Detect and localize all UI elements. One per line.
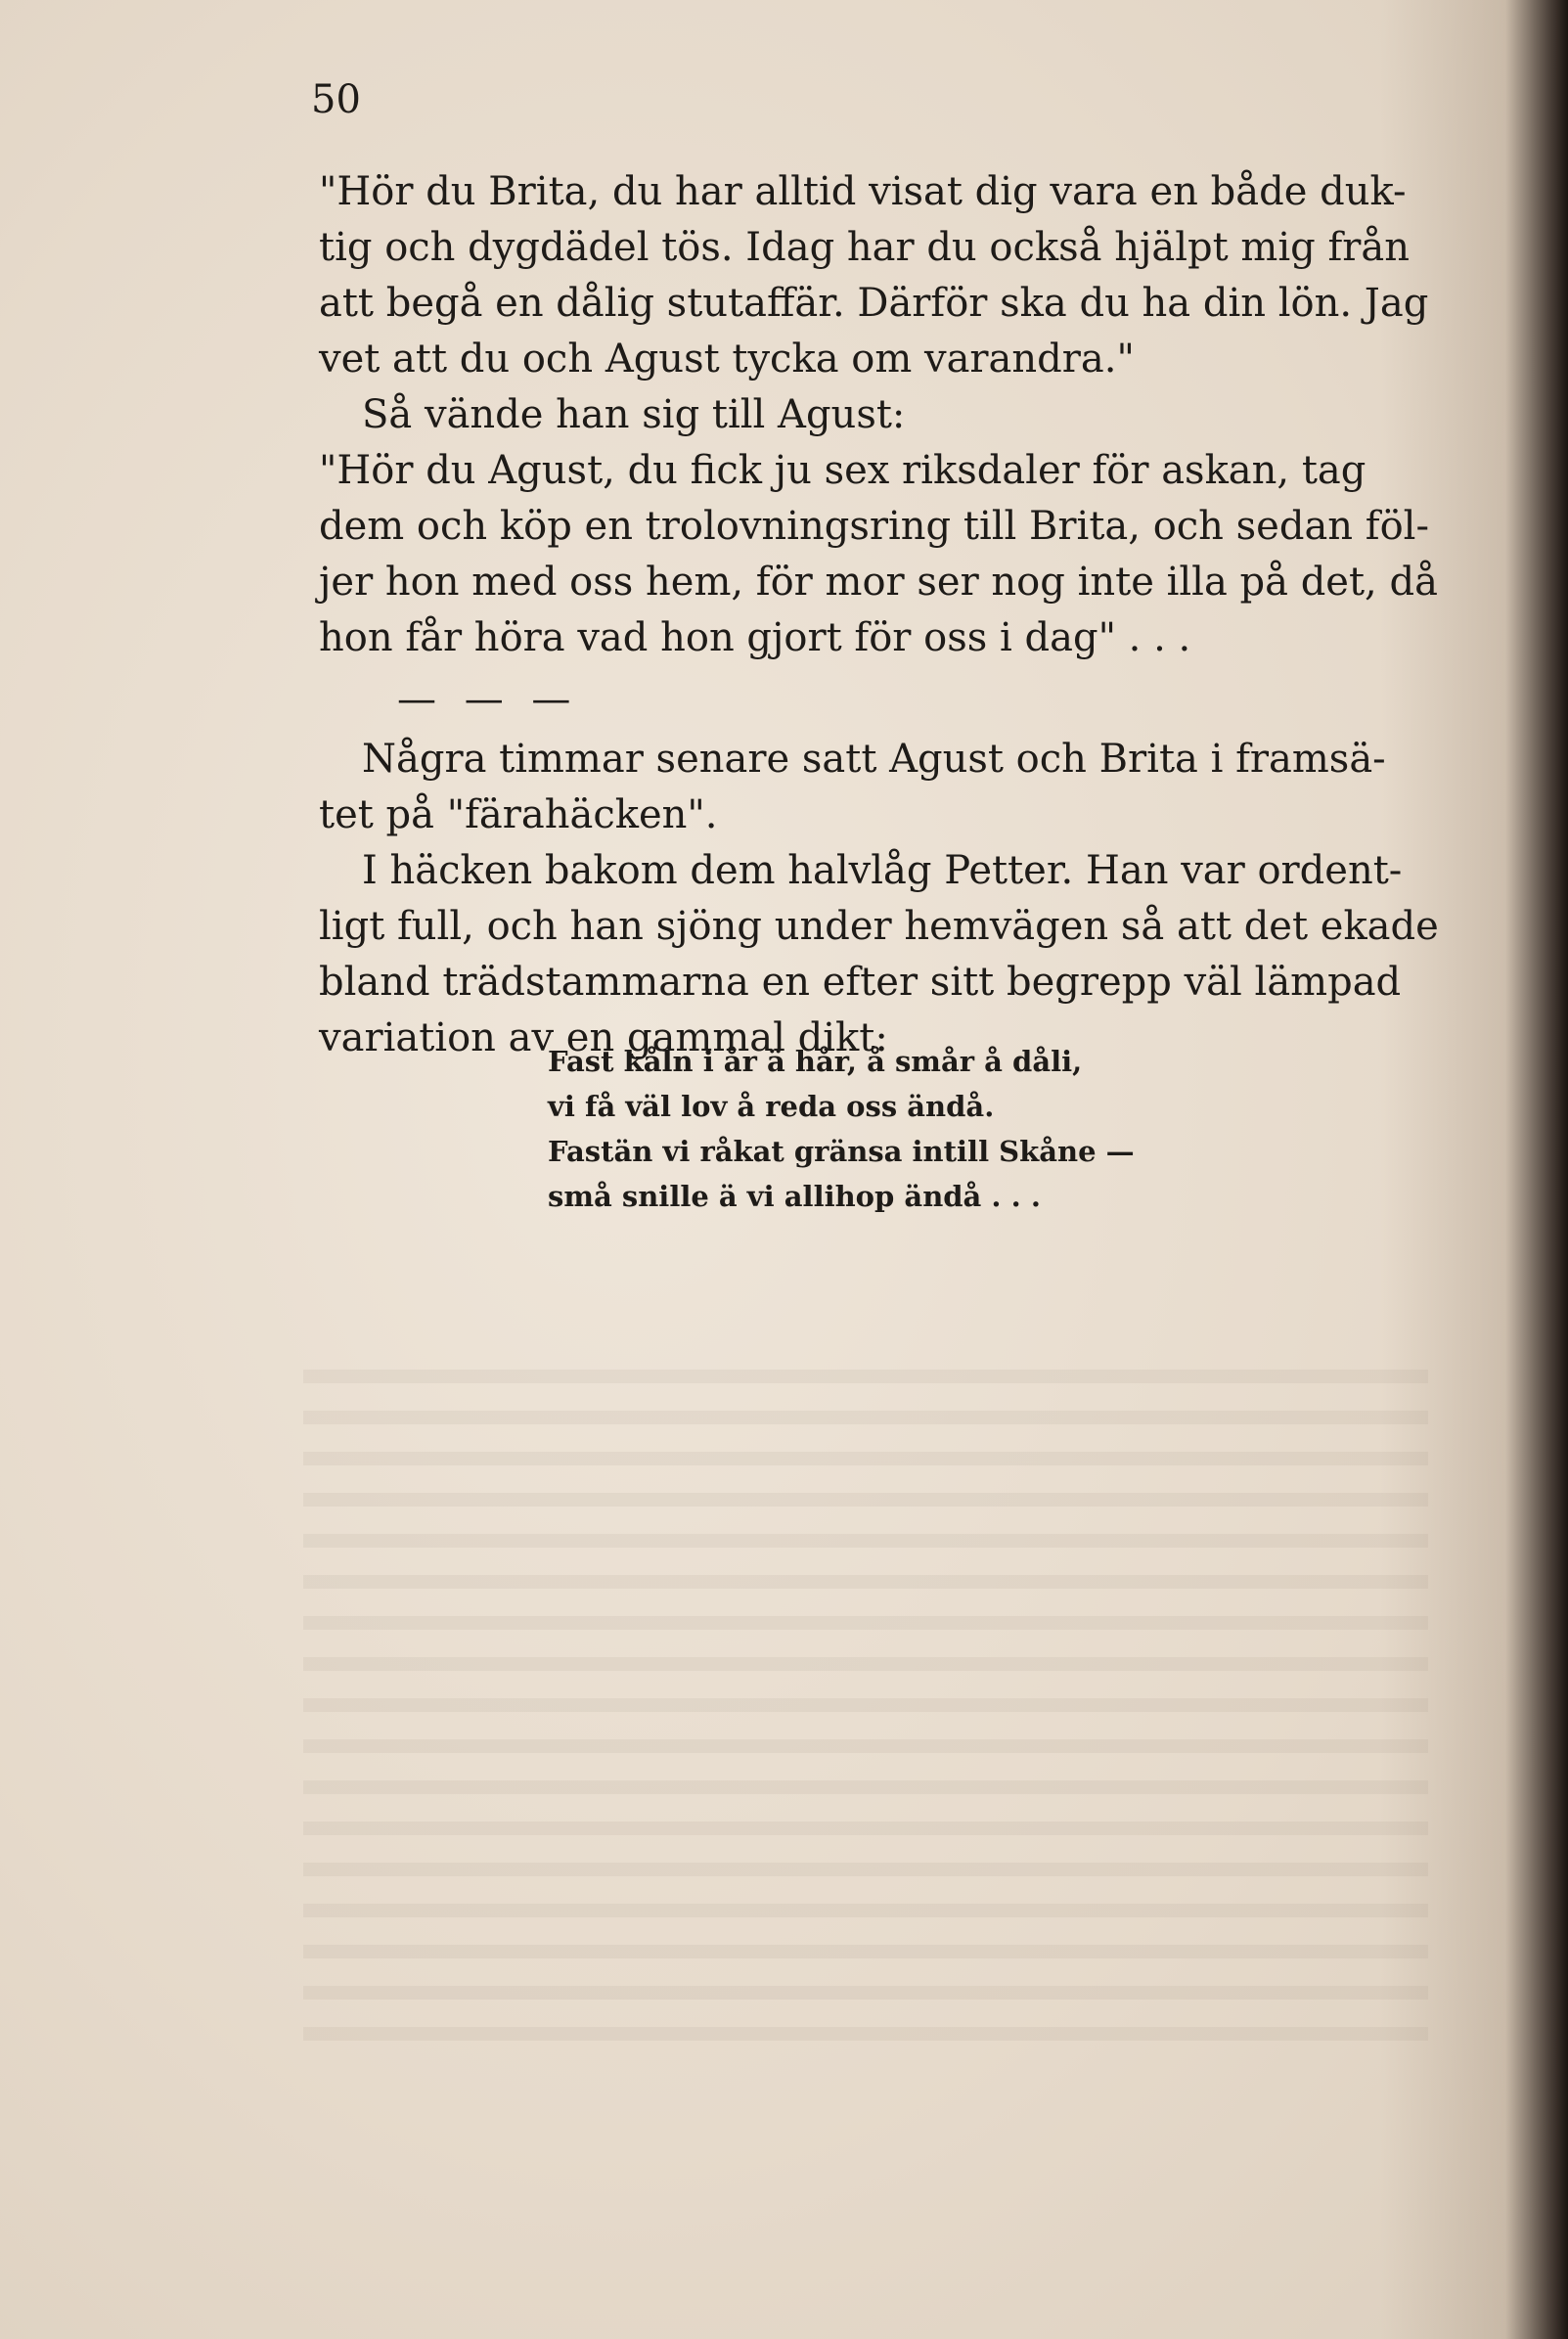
show-through-text	[303, 1370, 1428, 2054]
paragraph-5: I häcken bakom dem halvlåg Petter. Han var ordent- ligt full, och han sjöng under hemvägen så att det ekade bland trädstammarna en efter sitt begrepp väl lämpad variation av en gammal dikt:	[319, 848, 1439, 1060]
paragraph-2: Så vände han sig till Agust:	[362, 392, 906, 437]
section-break: — — —	[397, 677, 579, 722]
poem-line-1: Fast kåln i år ä hår, å smår å dåli,	[548, 1045, 1083, 1078]
poem	[548, 1039, 1252, 1219]
poem-line-4: små snille ä vi allihop ändå . . .	[548, 1180, 1041, 1213]
page-number: 50	[311, 77, 361, 122]
paragraph-3: "Hör du Agust, du fick ju sex riksdaler för askan, tag dem och köp en trolovningsring till Brita, och sedan föl- jer hon med oss hem, för mor ser nog inte illa på det, då hon får höra vad hon gjort för oss i dag" . . .	[319, 448, 1438, 660]
paragraph-4: Några timmar senare satt Agust och Brita i framsä- tet på "färahäcken".	[319, 737, 1386, 837]
paragraph-1: "Hör du Brita, du har alltid visat dig vara en både duk- tig och dygdädel tös. Idag har du också hjälpt mig från att begå en dålig stutaffär. Därför ska du ha din lön. Jag vet att du och Agust tycka om varandra."	[319, 169, 1429, 382]
poem-line-2: vi få väl lov å reda oss ändå.	[548, 1090, 995, 1123]
poem-line-3: Fastän vi råkat gränsa intill Skåne —	[548, 1135, 1135, 1168]
body-text	[319, 164, 1463, 1066]
